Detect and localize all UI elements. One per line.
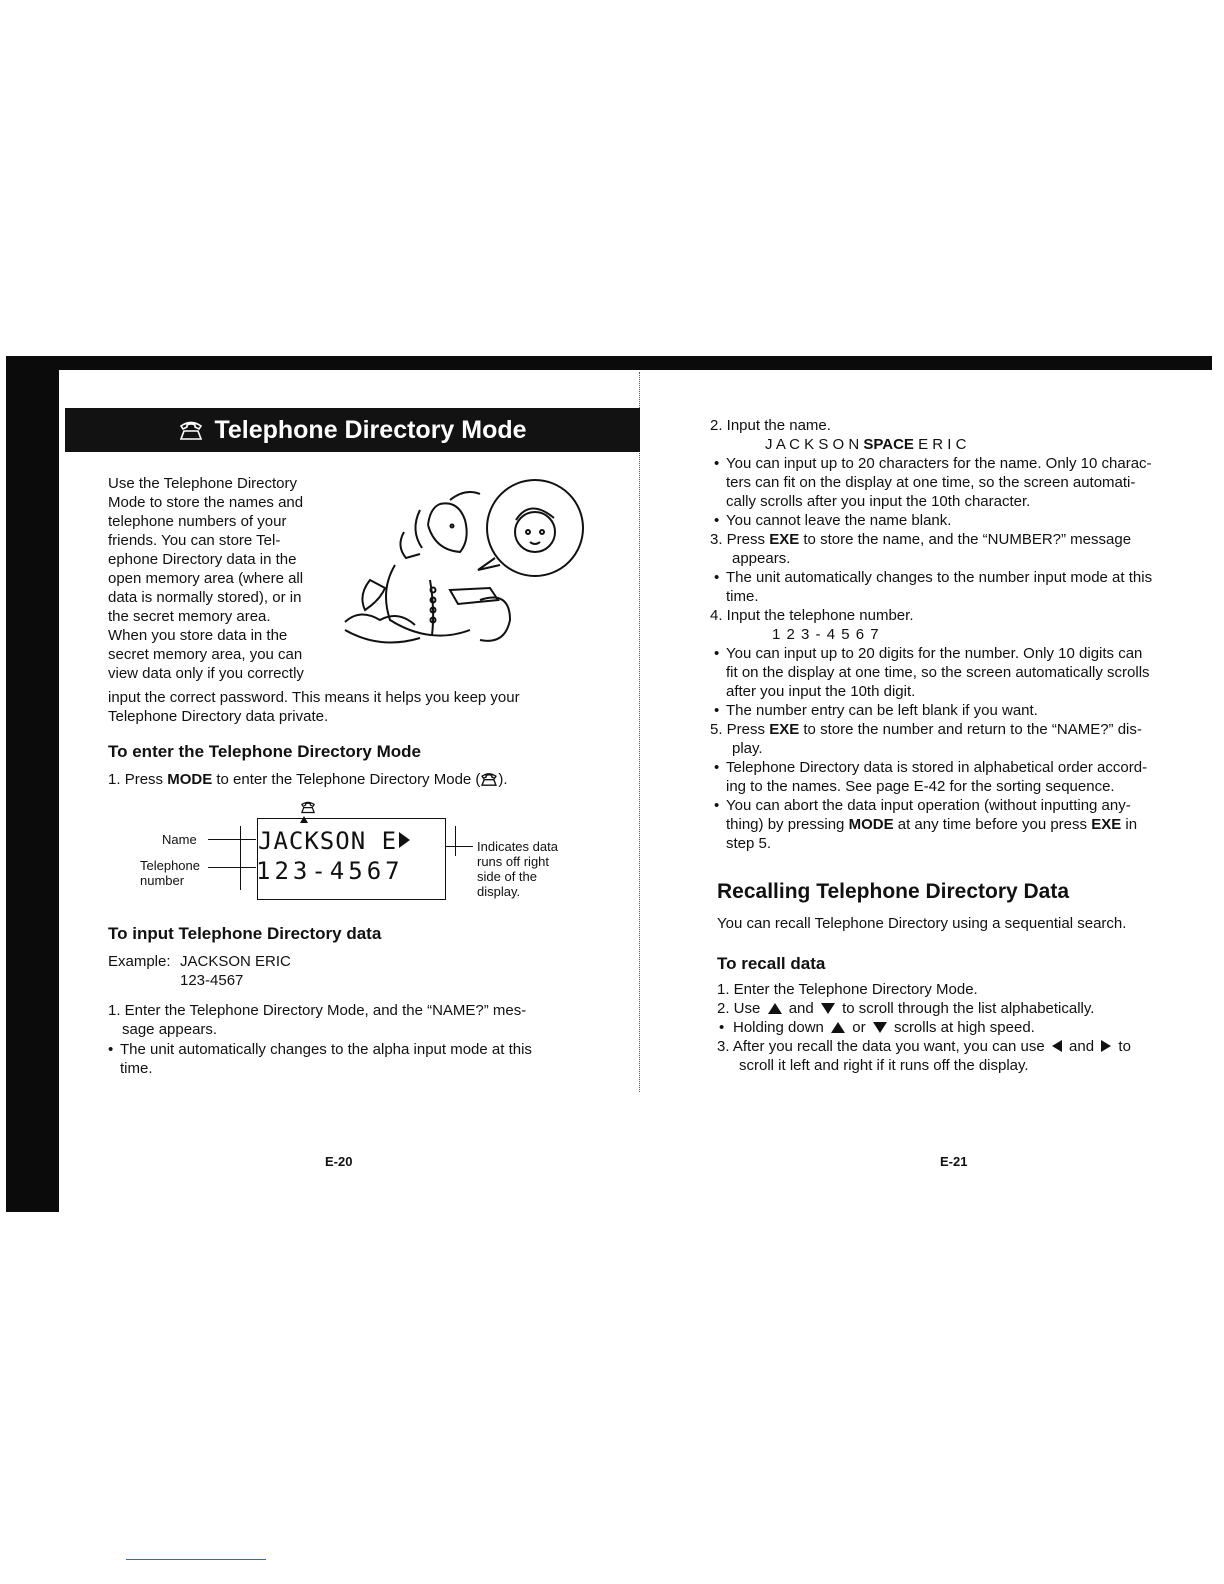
- bottom-rule: [126, 1559, 266, 1560]
- bullet-chars-limit: [710, 454, 1190, 511]
- bullet-line: time.: [120, 1060, 153, 1077]
- intro-line: Telephone Directory data private.: [108, 708, 329, 725]
- recall-step-3-cont: scroll it left and right if it runs off the display.: [739, 1057, 1029, 1074]
- step-text: to: [1118, 1038, 1131, 1055]
- note-line: runs off right: [477, 854, 550, 869]
- bullet-line: • The unit automatically changes to the number input mode at this: [726, 568, 1190, 587]
- bullet-line: • You can input up to 20 characters for the name. Only 10 charac-: [726, 454, 1190, 473]
- example-name: JACKSON ERIC: [180, 953, 291, 970]
- step-2: 2. Input the name.: [710, 417, 831, 434]
- section-heading-input-data: To input Telephone Directory data: [108, 924, 382, 943]
- arrow-up-icon: [768, 1003, 782, 1014]
- arrow-down-icon: [873, 1022, 887, 1033]
- bullet-name-blank: [710, 511, 1190, 530]
- label-telephone: Telephone: [140, 858, 200, 873]
- left-margin-strip: [58, 370, 65, 1212]
- display-note: [477, 839, 558, 899]
- bullet-line: cally scrolls after you input the 10th character.: [726, 493, 1031, 510]
- lcd-number-line: 123-4567: [256, 857, 404, 885]
- bullet-digits-limit: [710, 644, 1190, 701]
- page-number-left: E-20: [325, 1154, 353, 1169]
- arrow-down-icon: [821, 1003, 835, 1014]
- example-number: 123-4567: [180, 972, 244, 989]
- recall-bullet: [717, 1018, 1197, 1037]
- note-leader-line: [445, 846, 473, 847]
- page-title-banner: [65, 408, 640, 452]
- telephone-icon: [480, 771, 498, 792]
- label-name: Name: [162, 832, 197, 847]
- step-2-keys: [710, 435, 1190, 454]
- step-3: [710, 530, 1190, 549]
- section-heading-to-recall: To recall data: [717, 954, 826, 973]
- step-text: or: [852, 1019, 866, 1036]
- bullet-line: time.: [726, 588, 759, 605]
- step-text: 3. After you recall the data you want, you can use: [717, 1038, 1045, 1055]
- bullet-dot: •: [719, 1019, 725, 1036]
- name-leader-line: [208, 839, 256, 840]
- right-page-content: [710, 416, 1190, 853]
- recall-step-1: 1. Enter the Telephone Directory Mode.: [717, 981, 978, 998]
- bullet-line: • The unit automatically changes to the alpha input mode at this: [120, 1040, 590, 1059]
- lcd-left-bracket: [240, 826, 241, 890]
- step-4-keys: 1 2 3 - 4 5 6 7: [772, 626, 880, 643]
- section-heading-recalling: Recalling Telephone Directory Data: [717, 880, 1070, 903]
- step-number: 1.: [108, 771, 121, 788]
- label-number: number: [140, 873, 185, 888]
- phone-leader-line: [208, 867, 256, 868]
- arrow-right-icon: [1101, 1040, 1111, 1052]
- recall-intro: You can recall Telephone Directory using a sequential search.: [717, 915, 1127, 932]
- intro-line: ephone Directory data in the: [108, 551, 297, 568]
- bullet-text: thing) by pressing: [726, 816, 845, 833]
- bullet-line: fit on the display at one time, so the screen automatically scrolls: [726, 664, 1150, 681]
- step-line: sage appears.: [122, 1021, 218, 1038]
- step-text: to enter the Telephone Directory Mode (: [216, 771, 481, 788]
- key-mode: MODE: [167, 771, 213, 788]
- bullet-line: • You cannot leave the name blank.: [726, 511, 1190, 530]
- input-bullet-1: [120, 1040, 590, 1078]
- intro-line: data is normally stored), or in: [108, 589, 302, 606]
- lcd-name-text: JACKSON E: [258, 827, 398, 855]
- recall-step-2: [717, 999, 1197, 1018]
- page-number-right: E-21: [940, 1154, 968, 1169]
- page-title: Telephone Directory Mode: [214, 415, 527, 444]
- step-text: 2. Use: [717, 1000, 761, 1017]
- step-text: scrolls at high speed.: [893, 1019, 1035, 1036]
- step-enter-mode: [108, 770, 508, 792]
- step-text: Press: [124, 771, 164, 788]
- input-step-1: [108, 1001, 588, 1039]
- step-text: and: [788, 1000, 814, 1017]
- step-3-cont: appears.: [732, 550, 791, 567]
- arrow-left-icon: [1052, 1040, 1062, 1052]
- intro-line: Use the Telephone Directory: [108, 475, 297, 492]
- lcd-name-line: [258, 827, 410, 855]
- note-line: Indicates data: [477, 839, 558, 854]
- phone-call-illustration: [340, 470, 590, 675]
- step-text: to store the name, and the “NUMBER?” message: [803, 531, 1132, 548]
- step-5: [710, 720, 1190, 739]
- intro-paragraph-full: [108, 688, 583, 726]
- step-text: ).: [498, 771, 508, 788]
- bullet-line: • The number entry can be left blank if you want.: [726, 701, 1190, 720]
- bullet-line: ing to the names. See page E-42 for the sorting sequence.: [726, 778, 1115, 795]
- intro-line: telephone numbers of your: [108, 513, 287, 530]
- bullet-number-mode: [710, 568, 1190, 606]
- top-black-bar: [6, 356, 1212, 370]
- telephone-icon: [178, 419, 204, 441]
- step-line: 1. Enter the Telephone Directory Mode, and the “NAME?” mes-: [108, 1002, 527, 1019]
- bullet-line: • Telephone Directory data is stored in alphabetical order accord-: [726, 758, 1190, 777]
- key-exe: EXE: [769, 531, 800, 548]
- step-text: and: [1069, 1038, 1095, 1055]
- intro-line: secret memory area, you can: [108, 646, 303, 663]
- bullet-line: • You can input up to 20 digits for the number. Only 10 digits can: [726, 644, 1190, 663]
- note-line: display.: [477, 884, 521, 899]
- intro-line: view data only if you correctly: [108, 665, 304, 682]
- intro-line: open memory area (where all: [108, 570, 304, 587]
- example-label: Example:: [108, 953, 171, 970]
- key-exe: EXE: [1091, 816, 1122, 833]
- key-exe: EXE: [769, 721, 800, 738]
- step-text: 3. Press: [710, 531, 766, 548]
- recall-step-3: [717, 1037, 1197, 1056]
- bullet-line: after you input the 10th digit.: [726, 683, 916, 700]
- bullet-line: [726, 815, 1190, 834]
- left-black-edge: [6, 356, 58, 1212]
- bullet-abort: [710, 796, 1190, 853]
- intro-line: Mode to store the names and: [108, 494, 304, 511]
- bullet-number-blank: [710, 701, 1190, 720]
- arrow-right-icon: [399, 832, 410, 848]
- intro-line: the secret memory area.: [108, 608, 271, 625]
- intro-line: friends. You can store Tel-: [108, 532, 281, 549]
- bullet-line: • You can abort the data input operation (without inputting any-: [726, 796, 1190, 815]
- page-gutter: [639, 372, 640, 1092]
- intro-line: input the correct password. This means it helps you keep your: [108, 689, 520, 706]
- bullet-line: step 5.: [726, 835, 772, 852]
- recall-steps: [717, 980, 1197, 1075]
- arrow-up-icon: [831, 1022, 845, 1033]
- bullet-text: at any time before you press: [897, 816, 1088, 833]
- step-text: to store the number and return to the “NAME?” dis-: [803, 721, 1142, 738]
- step-text: to scroll through the list alphabetically.: [842, 1000, 1095, 1017]
- step-text: 5. Press: [710, 721, 766, 738]
- intro-paragraph-wrapped: [108, 474, 330, 683]
- bullet-text: in: [1125, 816, 1138, 833]
- note-line: side of the: [477, 869, 537, 884]
- bullet-line: ters can fit on the display at one time, so the screen automati-: [726, 474, 1136, 491]
- lcd-display: [257, 818, 446, 900]
- key-mode: MODE: [848, 816, 894, 833]
- mode-indicator-arrow-icon: [300, 816, 308, 823]
- key-sequence: E R I C: [918, 436, 967, 453]
- step-5-cont: play.: [732, 740, 763, 757]
- key-space: SPACE: [863, 436, 914, 453]
- intro-line: When you store data in the: [108, 627, 288, 644]
- lcd-right-tick: [455, 826, 456, 856]
- step-4: 4. Input the telephone number.: [710, 607, 914, 624]
- key-sequence: J A C K S O N: [765, 436, 860, 453]
- step-text: Holding down: [733, 1019, 824, 1036]
- bullet-alphabetical: [710, 758, 1190, 796]
- section-heading-enter-mode: To enter the Telephone Directory Mode: [108, 742, 421, 761]
